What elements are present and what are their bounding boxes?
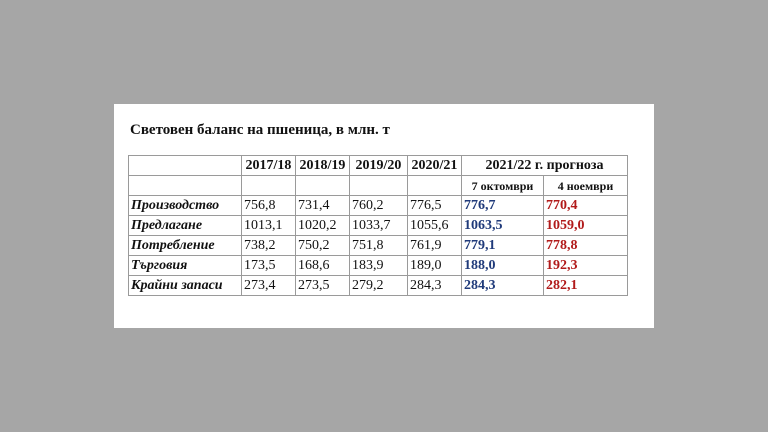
value-cell: 738,2 xyxy=(242,236,296,256)
value-cell: 761,9 xyxy=(408,236,462,256)
value-cell: 189,0 xyxy=(408,256,462,276)
table-title: Световен баланс на пшеница, в млн. т xyxy=(130,122,390,138)
subheader-empty-cell xyxy=(129,176,242,196)
value-cell: 1055,6 xyxy=(408,216,462,236)
value-cell: 731,4 xyxy=(296,196,350,216)
wheat-balance-table xyxy=(128,155,628,296)
header-forecast: 2021/22 г. прогноза xyxy=(462,156,628,176)
row-label: Предлагане xyxy=(129,216,242,236)
value-cell: 760,2 xyxy=(350,196,408,216)
october-forecast-cell: 779,1 xyxy=(462,236,544,256)
value-cell: 183,9 xyxy=(350,256,408,276)
october-forecast-cell: 1063,5 xyxy=(462,216,544,236)
october-forecast-cell: 188,0 xyxy=(462,256,544,276)
november-forecast-cell: 1059,0 xyxy=(544,216,628,236)
value-cell: 751,8 xyxy=(350,236,408,256)
header-empty-cell xyxy=(129,156,242,176)
november-forecast-cell: 282,1 xyxy=(544,276,628,296)
value-cell: 776,5 xyxy=(408,196,462,216)
table-row xyxy=(129,256,628,276)
header-year: 2017/18 xyxy=(242,156,296,176)
row-label: Потребление xyxy=(129,236,242,256)
october-forecast-cell: 776,7 xyxy=(462,196,544,216)
value-cell: 173,5 xyxy=(242,256,296,276)
value-cell: 1020,2 xyxy=(296,216,350,236)
subheader-empty-cell xyxy=(296,176,350,196)
value-cell: 273,5 xyxy=(296,276,350,296)
subheader-empty-cell xyxy=(408,176,462,196)
value-cell: 1013,1 xyxy=(242,216,296,236)
header-year: 2018/19 xyxy=(296,156,350,176)
subheader-november: 4 ноември xyxy=(544,176,628,196)
table-row xyxy=(129,276,628,296)
value-cell: 756,8 xyxy=(242,196,296,216)
value-cell: 279,2 xyxy=(350,276,408,296)
november-forecast-cell: 778,8 xyxy=(544,236,628,256)
table-row xyxy=(129,196,628,216)
subheader-empty-cell xyxy=(242,176,296,196)
value-cell: 168,6 xyxy=(296,256,350,276)
table-row xyxy=(129,236,628,256)
row-label: Крайни запаси xyxy=(129,276,242,296)
november-forecast-cell: 192,3 xyxy=(544,256,628,276)
value-cell: 1033,7 xyxy=(350,216,408,236)
table-row xyxy=(129,216,628,236)
subheader-empty-cell xyxy=(350,176,408,196)
october-forecast-cell: 284,3 xyxy=(462,276,544,296)
document-card xyxy=(114,104,654,328)
subheader-row xyxy=(129,176,628,196)
row-label: Търговия xyxy=(129,256,242,276)
value-cell: 284,3 xyxy=(408,276,462,296)
header-row xyxy=(129,156,628,176)
november-forecast-cell: 770,4 xyxy=(544,196,628,216)
header-year: 2020/21 xyxy=(408,156,462,176)
row-label: Производство xyxy=(129,196,242,216)
value-cell: 273,4 xyxy=(242,276,296,296)
subheader-october: 7 октомври xyxy=(462,176,544,196)
value-cell: 750,2 xyxy=(296,236,350,256)
header-year: 2019/20 xyxy=(350,156,408,176)
